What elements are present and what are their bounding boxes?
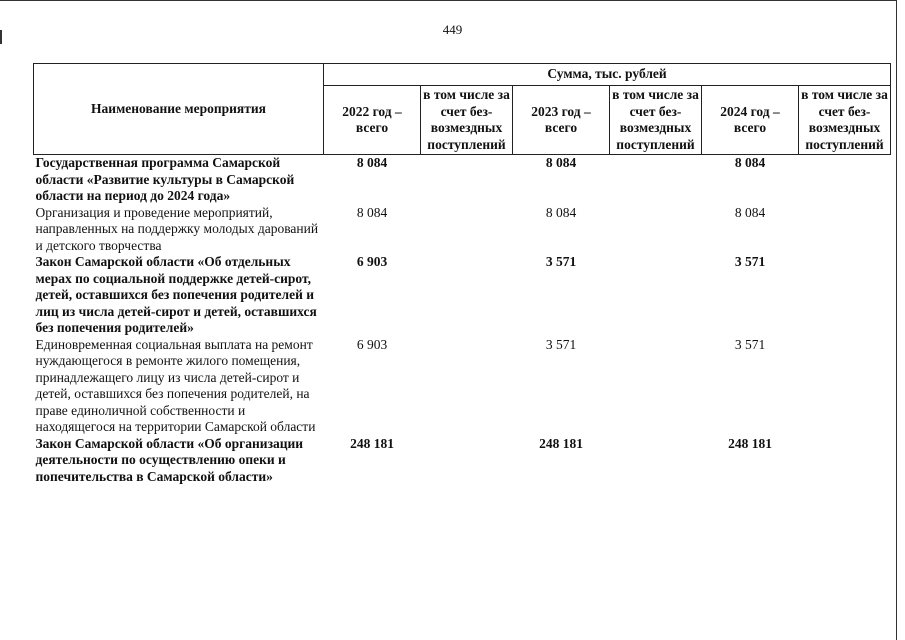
- row-2022-total: 6 903: [356, 254, 388, 269]
- table-row: [34, 254, 891, 337]
- row-2024-grants: [799, 205, 891, 255]
- row-2022-total: 8 084: [356, 155, 388, 170]
- page-number: 449: [442, 22, 463, 37]
- row-2024-total: 248 181: [728, 435, 772, 451]
- header-name-column: Наименование мероприятия: [34, 64, 324, 155]
- row-name: Государственная программа Самарской области «Развитие культуры в Самарской области на период до 2024 года»: [35, 155, 295, 203]
- row-2022-total: 6 903: [356, 336, 388, 352]
- row-2023-total: 3 571: [545, 336, 577, 352]
- row-2024-total: 3 571: [734, 336, 766, 352]
- row-2024-grants: [799, 436, 891, 486]
- header-2022-grants: в том числе за счет без-возмездных поступлений: [421, 86, 513, 155]
- row-name: Единовременная социальная выплата на ремонт нуждающегося в ремонте жилого помещения, принадлежащего лицу из числа детей-сирот и детей, оставшихся без попечения родителей, на праве единоличной собственности и находящегося на территории Самарской области: [35, 336, 316, 434]
- row-2024-total: 8 084: [734, 204, 766, 220]
- header-2022-total: 2022 год – всего: [324, 86, 421, 155]
- row-2022-grants: [421, 155, 513, 205]
- row-name: Закон Самарской области «Об организации деятельности по осуществлению опеки и попечительства в Самарской области»: [35, 435, 304, 484]
- row-2024-grants: [799, 155, 891, 205]
- scan-top-edge: [0, 0, 897, 1]
- row-2022-grants: [421, 254, 513, 337]
- table-row: [34, 205, 891, 255]
- header-2024-grants: в том числе за счет без-возмездных поступлений: [799, 86, 891, 155]
- row-name: Закон Самарской области «Об отдельных мерах по социальной поддержке детей-сирот, детей, оставшихся без попечения родителей и лиц из числа детей-сирот и детей, оставшихся без попечения родителей»: [35, 254, 317, 335]
- row-2024-total: 3 571: [734, 254, 766, 269]
- row-2022-grants: [421, 436, 513, 486]
- row-name: Организация и проведение мероприятий, направленных на поддержку молодых дарований и детского творчества: [35, 204, 319, 253]
- row-2022-grants: [421, 205, 513, 255]
- row-2024-grants: [799, 254, 891, 337]
- row-2023-total: 248 181: [539, 435, 583, 451]
- table-row: [34, 337, 891, 436]
- row-2023-grants: [610, 337, 702, 436]
- scan-right-edge: [896, 0, 897, 640]
- row-2022-total: 8 084: [356, 204, 388, 220]
- table-row: [34, 155, 891, 205]
- row-2023-total: 3 571: [545, 254, 577, 269]
- header-sum-group: Сумма, тыс. рублей: [324, 64, 891, 86]
- row-2023-total: 8 084: [545, 204, 577, 220]
- row-2023-grants: [610, 436, 702, 486]
- row-2024-grants: [799, 337, 891, 436]
- table-row: [34, 436, 891, 486]
- header-2024-total: 2024 год – всего: [702, 86, 799, 155]
- row-2022-grants: [421, 337, 513, 436]
- row-2023-grants: [610, 254, 702, 337]
- header-2023-grants: в том числе за счет без-возмездных поступлений: [610, 86, 702, 155]
- row-2024-total: 8 084: [734, 155, 766, 170]
- header-2023-total: 2023 год – всего: [513, 86, 610, 155]
- row-2023-grants: [610, 205, 702, 255]
- row-2023-grants: [610, 155, 702, 205]
- row-2022-total: 248 181: [350, 435, 394, 451]
- row-2023-total: 8 084: [545, 155, 577, 170]
- budget-table: [33, 63, 891, 485]
